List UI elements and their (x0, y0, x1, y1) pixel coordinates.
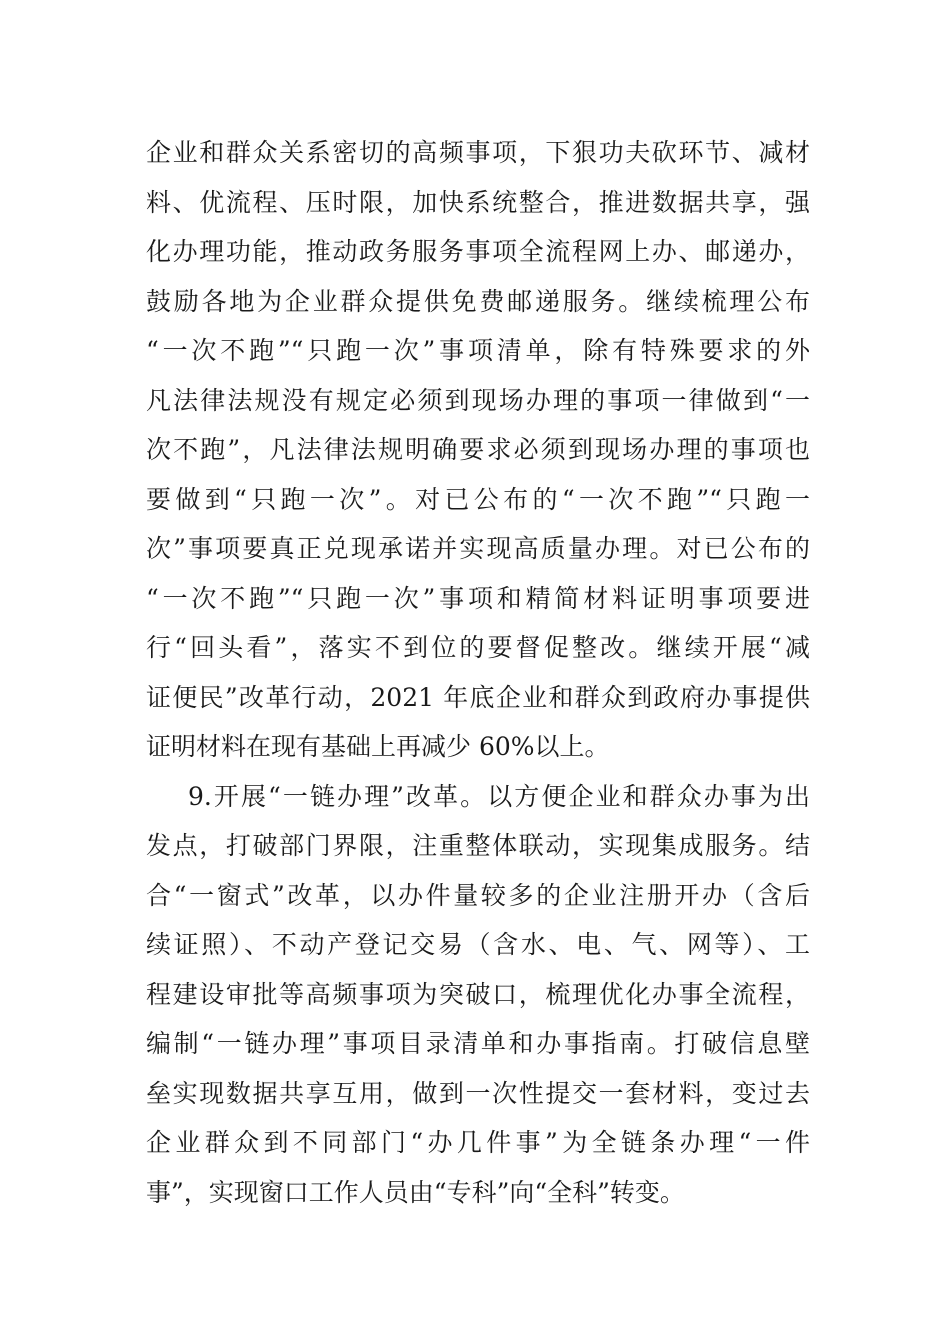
text-line: 垒实现数据共享互用，做到一次性提交一套材料，变过去 (146, 1078, 810, 1108)
text-line: 料、优流程、压时限，加快系统整合，推进数据共享，强 (146, 187, 810, 217)
text-line: 证明材料在现有基础上再减少 60%以上。 (146, 732, 610, 761)
text-line: 编制“一链办理”事项目录清单和办事指南。打破信息壁 (146, 1029, 810, 1058)
text-line: 合“一窗式”改革，以办件量较多的企业注册开办（含后 (146, 880, 810, 910)
text-line: 鼓励各地为企业群众提供免费邮递服务。继续梳理公布 (146, 286, 810, 316)
text-line: 次不跑”，凡法律法规明确要求必须到现场办理的事项也 (146, 435, 810, 464)
text-line: 要做到“只跑一次”。对已公布的“一次不跑”“只跑一 (146, 484, 810, 514)
text-line: 程建设审批等高频事项为突破口，梳理优化办事全流程， (146, 979, 810, 1009)
paragraph-continued (146, 128, 810, 772)
text-line: 续证照）、不动产登记交易（含水、电、气、网等）、工 (146, 930, 810, 959)
text-line: 企业和群众关系密切的高频事项，下狠功夫砍环节、减材 (146, 138, 810, 167)
text-line: 凡法律法规没有规定必须到现场办理的事项一律做到“一 (146, 385, 810, 415)
text-line: 证便民”改革行动，2021 年底企业和群众到政府办事提供 (146, 682, 810, 712)
text-line: 次”事项要真正兑现承诺并实现高质量办理。对已公布的 (146, 534, 810, 563)
text-line: 化办理功能，推动政务服务事项全流程网上办、邮递办， (146, 237, 810, 266)
paragraph-section-9 (146, 772, 810, 1218)
document-body (146, 128, 810, 1217)
text-line: 行“回头看”，落实不到位的要督促整改。继续开展“减 (146, 633, 810, 662)
text-line: “一次不跑”“只跑一次”事项清单，除有特殊要求的外 (146, 336, 810, 365)
text-line: 事”，实现窗口工作人员由“专科”向“全科”转变。 (146, 1177, 685, 1207)
text-line: 发点，打破部门界限，注重整体联动，实现集成服务。结 (146, 831, 810, 860)
section-heading-line: 9.开展“一链办理”改革。以方便企业和群众办事为出 (188, 781, 810, 811)
text-line: 企业群众到不同部门“办几件事”为全链条办理“一件 (146, 1128, 810, 1157)
text-line: “一次不跑”“只跑一次”事项和精简材料证明事项要进 (146, 583, 810, 613)
